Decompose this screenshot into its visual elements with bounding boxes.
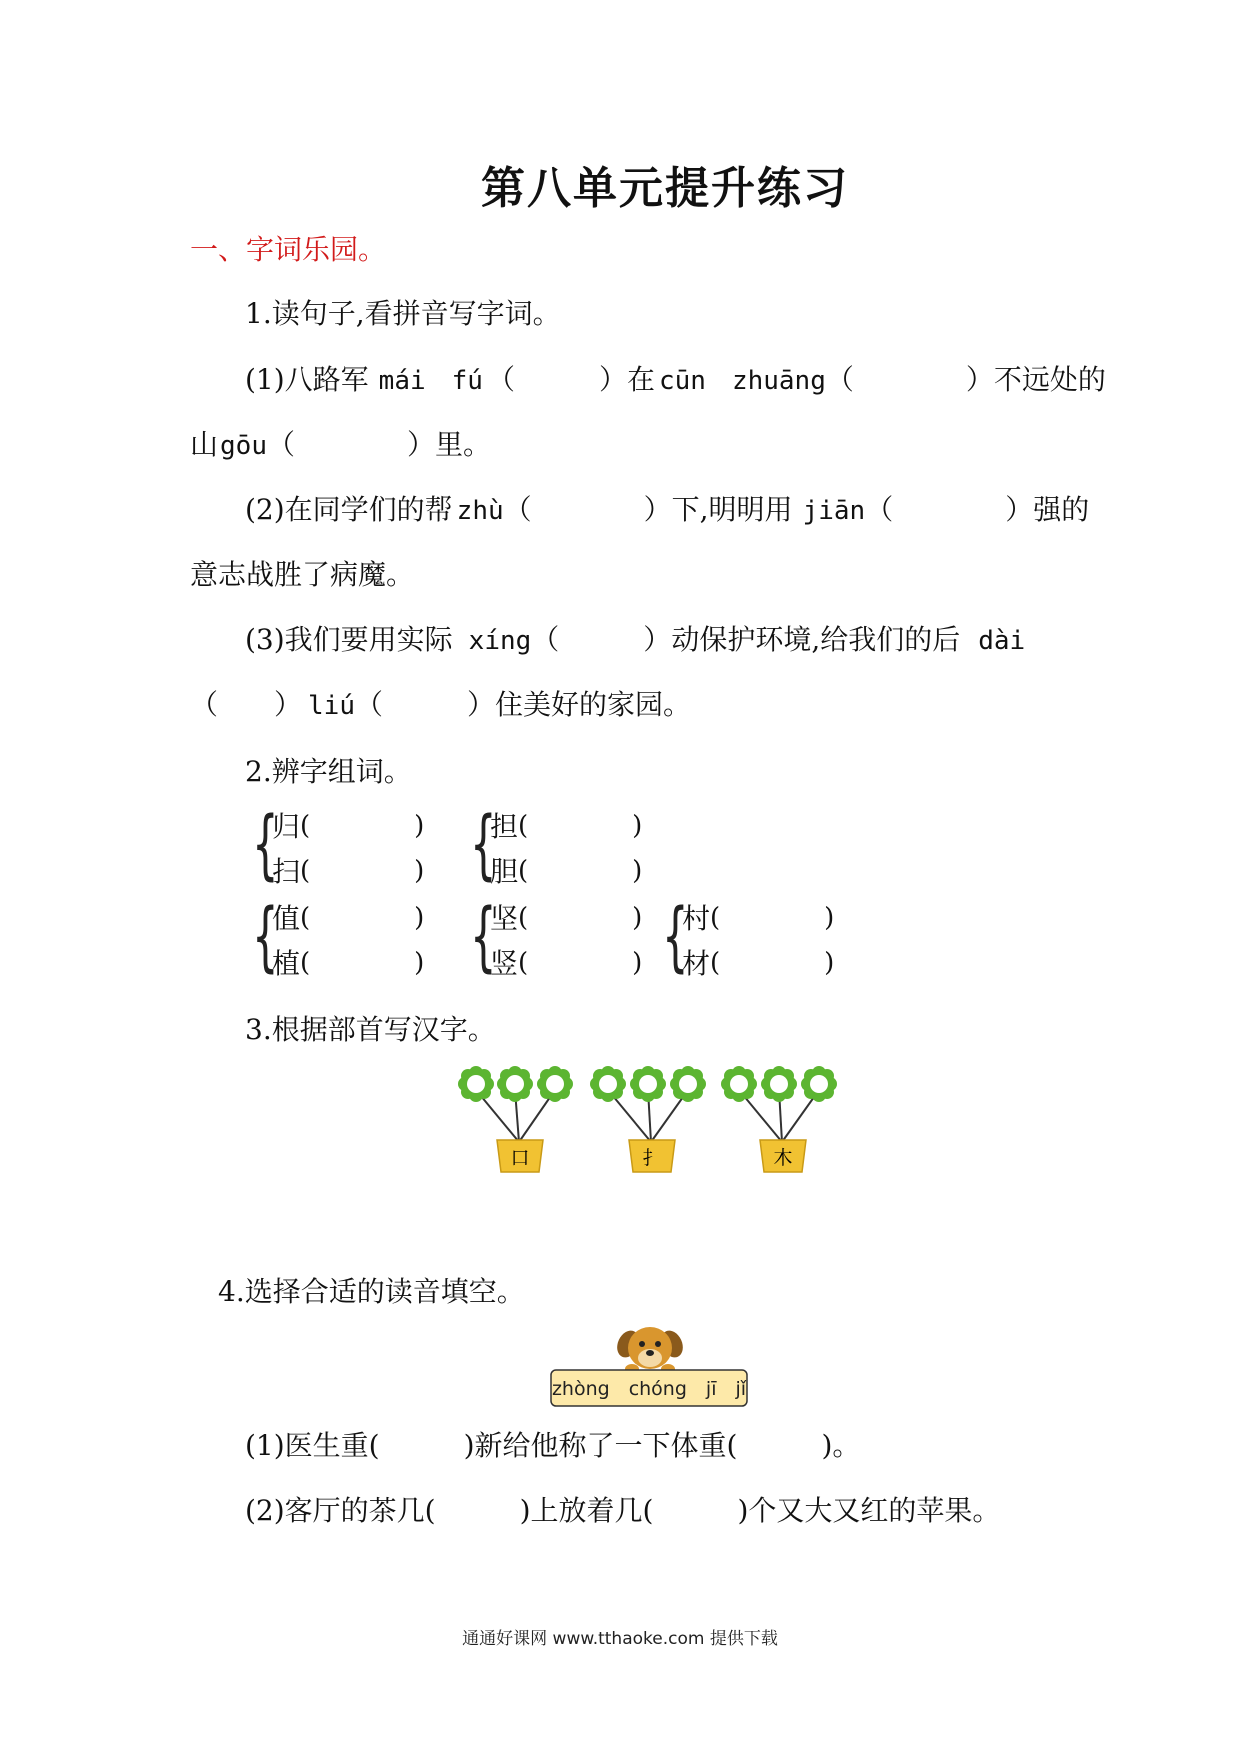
answer-blank[interactable]: ( ) (300, 856, 425, 886)
pair-char-bottom: 扫 (272, 855, 301, 888)
pair-char-bottom: 竖 (490, 947, 519, 980)
text: 里。 (435, 428, 492, 461)
answer-blank[interactable]: ( ) (300, 811, 425, 841)
answer-blank[interactable]: ( ) (424, 1494, 531, 1527)
pair-char-top: 值 (272, 902, 301, 935)
answer-blank[interactable]: （ ） (531, 623, 672, 656)
pair-char-top: 归 (272, 810, 301, 843)
answer-blank[interactable]: ( ) (518, 948, 643, 978)
answer-blank[interactable]: （ ） (486, 363, 627, 396)
text: 在 (626, 363, 655, 396)
text: 不远处的 (993, 363, 1106, 396)
answer-blank[interactable]: （ ） (266, 428, 435, 461)
q1-sentence-1-line-1 (245, 358, 1106, 398)
answer-blank[interactable]: ( ) (726, 1429, 833, 1462)
text: 动保护环境,给我们的后 (671, 623, 961, 656)
answer-blank[interactable]: ( ) (368, 1429, 475, 1462)
pinyin: jiān (802, 496, 866, 526)
text: 新给他称了一下体重 (474, 1429, 727, 1462)
page-title: 第八单元提升练习 (481, 163, 849, 214)
pair-char-top: 坚 (490, 902, 519, 935)
dog-sign-svg (548, 1322, 758, 1408)
dog-pinyin-sign (548, 1322, 758, 1408)
answer-blank[interactable]: （ ） (825, 363, 994, 396)
flower-pots-illustration (455, 1062, 855, 1182)
text: 上放着几 (530, 1494, 643, 1527)
dog-icon (613, 1327, 687, 1374)
text: (2)在同学们的帮 (245, 493, 453, 526)
pair-char-top: 担 (490, 810, 519, 843)
pinyin: mái fú (378, 366, 483, 396)
section-heading: 一、字词乐园。 (190, 233, 387, 266)
answer-blank[interactable]: ( ) (710, 948, 835, 978)
pair-char-bottom: 材 (682, 947, 711, 980)
q1-sentence-3-line-2 (190, 683, 691, 723)
page-footer: 通通好课网 www.tthaoke.com 提供下载 (462, 1629, 778, 1649)
question-3-label: 3.根据部首写汉字。 (245, 1013, 496, 1046)
brace-icon: { (252, 891, 279, 980)
text: (3)我们要用实际 (245, 623, 453, 656)
brace-icon: { (252, 799, 279, 888)
answer-blank[interactable]: ( ) (710, 903, 835, 933)
pair-char-top: 村 (682, 902, 711, 935)
answer-blank[interactable]: ( ) (518, 856, 643, 886)
answer-blank[interactable]: ( ) (300, 903, 425, 933)
text: (2)客厅的茶几 (245, 1494, 425, 1527)
q4-sentence-1 (245, 1424, 860, 1464)
question-2-label: 2.辨字组词。 (245, 755, 412, 788)
pot-radical: 口 (510, 1147, 530, 1169)
pot-radical: 木 (773, 1147, 793, 1169)
answer-blank[interactable]: （ ） (354, 688, 495, 721)
pinyin-options: zhòng chóng jī jǐ (551, 1378, 747, 1400)
pinyin: gōu (220, 431, 267, 461)
text: (1)八路军 (245, 363, 369, 396)
pinyin: liú (308, 691, 355, 721)
q1-sentence-2-line-2 (190, 553, 414, 593)
text: 个又大又红的苹果。 (748, 1494, 1001, 1527)
answer-blank[interactable]: ( ) (642, 1494, 749, 1527)
text: (1)医生重 (245, 1429, 369, 1462)
pinyin: zhù (456, 496, 504, 526)
text: 山 (190, 428, 219, 461)
pinyin: xíng (468, 626, 532, 656)
pair-char-bottom: 胆 (490, 855, 519, 888)
text: 下,明明用 (671, 493, 793, 526)
pinyin: cūn zhuāng (658, 366, 826, 396)
brace-icon: { (662, 891, 689, 980)
text: 住美好的家园。 (495, 688, 692, 721)
answer-blank[interactable]: ( ) (518, 903, 643, 933)
q1-sentence-3-line-1 (245, 618, 1025, 658)
text: 。 (832, 1429, 861, 1462)
text: 意志战胜了病魔。 (190, 558, 415, 591)
q1-sentence-1-line-2 (190, 423, 491, 463)
answer-blank[interactable]: ( ) (518, 811, 643, 841)
text: 强的 (1033, 493, 1090, 526)
pinyin: dài (978, 626, 1026, 656)
pair-char-bottom: 植 (272, 947, 301, 980)
question-4-label: 4.选择合适的读音填空。 (218, 1275, 525, 1308)
flower-pots-svg (455, 1062, 855, 1182)
q4-sentence-2 (245, 1489, 1000, 1529)
answer-blank[interactable]: （ ） (865, 493, 1034, 526)
question-1-label: 1.读句子,看拼音写字词。 (245, 297, 561, 330)
answer-blank[interactable]: （ ） (503, 493, 672, 526)
answer-blank[interactable]: （ ） (190, 688, 303, 721)
answer-blank[interactable]: ( ) (300, 948, 425, 978)
pot-radical: 扌 (642, 1147, 662, 1169)
brace-icon: { (470, 799, 497, 888)
q1-sentence-2-line-1 (245, 488, 1089, 528)
brace-icon: { (470, 891, 497, 980)
